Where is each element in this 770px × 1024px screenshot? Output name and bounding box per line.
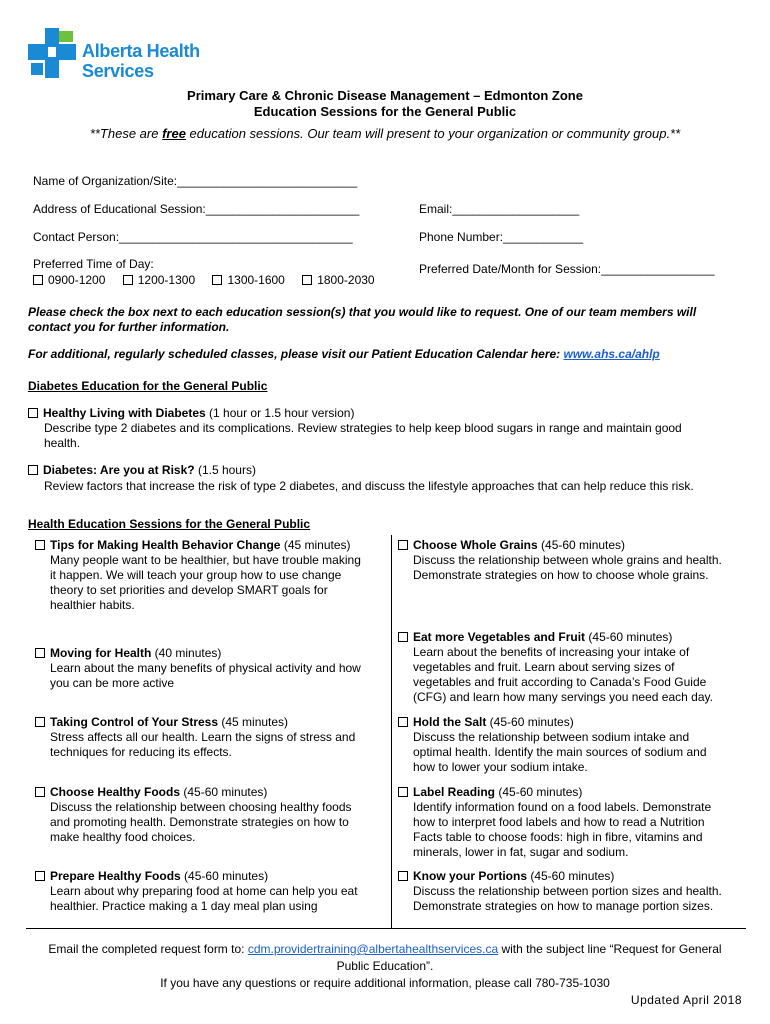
- left-session-5[interactable]: Prepare Healthy Foods (45-60 minutes): [35, 869, 268, 883]
- right-session-1[interactable]: Choose Whole Grains (45-60 minutes): [398, 538, 625, 552]
- time-option-3[interactable]: 1300-1600: [212, 273, 284, 287]
- time-option-2[interactable]: 1200-1300: [123, 273, 195, 287]
- right-session-4-desc: Facts table to choose foods: high in fibre, vitamins and: [413, 830, 703, 844]
- diabetes-item-1[interactable]: Healthy Living with Diabetes (1 hour or 1.5 hour version): [28, 406, 354, 420]
- right-session-1-desc: Demonstrate strategies on how to choose whole grains.: [413, 568, 709, 582]
- right-session-5-desc: Demonstrate strategies on how to manage portion sizes.: [413, 899, 714, 913]
- footer-questions: If you have any questions or require additional information, please call 780-735-1030: [160, 976, 610, 990]
- column-divider: [391, 535, 392, 928]
- page-title: Primary Care & Chronic Disease Management – Edmonton Zone: [187, 88, 583, 103]
- right-session-5-desc: Discuss the relationship between portion sizes and health.: [413, 884, 722, 898]
- footer-divider: [26, 928, 746, 929]
- instructions-line-1: Please check the box next to each education session(s) that you would like to request. One of our team members will: [28, 305, 697, 319]
- diabetes-item-1-desc: Describe type 2 diabetes and its complications. Review strategies to help keep blood sugars in range and maintain good: [44, 421, 682, 435]
- checkbox[interactable]: [398, 540, 408, 550]
- checkbox[interactable]: [212, 275, 222, 285]
- right-session-3-desc: optimal health. Identify the main sources of sodium and: [413, 745, 707, 759]
- free-word: free: [162, 126, 186, 141]
- email-field[interactable]: Email:___________________: [419, 202, 580, 216]
- right-session-3-desc: how to lower your sodium intake.: [413, 760, 588, 774]
- left-session-5-desc: healthier. Practice making a 1 day meal plan using: [50, 899, 318, 913]
- left-session-4[interactable]: Choose Healthy Foods (45-60 minutes): [35, 785, 267, 799]
- checkbox[interactable]: [35, 871, 45, 881]
- logo-line-2: Services: [82, 61, 154, 81]
- calendar-link[interactable]: www.ahs.ca/ahlp: [563, 347, 660, 361]
- checkbox[interactable]: [33, 275, 43, 285]
- left-session-1[interactable]: Tips for Making Health Behavior Change (45 minutes): [35, 538, 351, 552]
- left-session-3-desc: Stress affects all our health. Learn the signs of stress and: [50, 730, 356, 744]
- checkbox[interactable]: [123, 275, 133, 285]
- updated-date: Updated April 2018: [630, 993, 742, 1007]
- right-session-1-desc: Discuss the relationship between whole grains and health.: [413, 553, 722, 567]
- time-options: [33, 273, 375, 287]
- footer-email-line-2: Public Education”.: [336, 959, 434, 973]
- left-session-2[interactable]: Moving for Health (40 minutes): [35, 646, 221, 660]
- contact-person-field[interactable]: Contact Person:___________________________________: [33, 230, 353, 244]
- checkbox[interactable]: [398, 632, 408, 642]
- diabetes-item-2[interactable]: Diabetes: Are you at Risk? (1.5 hours): [28, 463, 256, 477]
- checkbox[interactable]: [398, 871, 408, 881]
- left-session-1-desc: Many people want to be healthier, but have trouble making: [50, 553, 361, 567]
- footer-email-line: Email the completed request form to: cdm.providertraining@albertahealthservices.ca with the subject line “Request for General: [48, 942, 722, 956]
- checkbox[interactable]: [302, 275, 312, 285]
- right-session-3[interactable]: Hold the Salt (45-60 minutes): [398, 715, 574, 729]
- preferred-date-field[interactable]: Preferred Date/Month for Session:_________________: [419, 262, 715, 276]
- right-session-3-desc: Discuss the relationship between sodium intake and: [413, 730, 690, 744]
- left-session-1-desc: theory to set priorities and develop SMART goals for: [50, 583, 328, 597]
- left-session-5-desc: Learn about why preparing food at home can help you eat: [50, 884, 358, 898]
- left-session-1-desc: healthier habits.: [50, 598, 135, 612]
- right-session-2-desc: vegetables and fruit. Learn about serving sizes of: [413, 660, 675, 674]
- health-section-heading: Health Education Sessions for the General Public: [28, 517, 311, 531]
- checkbox[interactable]: [28, 408, 38, 418]
- diabetes-item-2-desc: Review factors that increase the risk of type 2 diabetes, and discuss the lifestyle approaches that can help reduce this risk.: [44, 479, 694, 493]
- right-session-2[interactable]: Eat more Vegetables and Fruit (45-60 minutes): [398, 630, 672, 644]
- calendar-note: For additional, regularly scheduled classes, please visit our Patient Education Calendar here: www.ahs.ca/ahlp: [28, 347, 660, 361]
- checkbox[interactable]: [398, 787, 408, 797]
- ahs-logo: [28, 28, 203, 80]
- left-session-4-desc: and promoting health. Demonstrate strategies on how to: [50, 815, 349, 829]
- right-session-5[interactable]: Know your Portions (45-60 minutes): [398, 869, 614, 883]
- checkbox[interactable]: [35, 648, 45, 658]
- right-session-4-desc: Identify information found on a food labels. Demonstrate: [413, 800, 712, 814]
- left-session-3[interactable]: Taking Control of Your Stress (45 minutes): [35, 715, 288, 729]
- right-session-4-desc: minerals, lower in fat, sugar and sodium.: [413, 845, 629, 859]
- right-session-2-desc: (CFG) and learn how many servings you need each day.: [413, 690, 713, 704]
- left-session-4-desc: make healthy food choices.: [50, 830, 196, 844]
- page-subtitle: Education Sessions for the General Public: [253, 104, 517, 119]
- email-link[interactable]: cdm.providertraining@albertahealthservices.ca: [247, 942, 499, 956]
- instructions-line-2: contact you for further information.: [28, 320, 230, 334]
- diabetes-section-heading: Diabetes Education for the General Public: [28, 379, 268, 393]
- checkbox[interactable]: [35, 787, 45, 797]
- left-session-2-desc: you can be more active: [50, 676, 175, 690]
- left-session-3-desc: techniques for reducing its effects.: [50, 745, 232, 759]
- address-field[interactable]: Address of Educational Session:_______________________: [33, 202, 360, 216]
- ahs-logo-mark: [28, 28, 76, 78]
- left-session-2-desc: Learn about the many benefits of physical activity and how: [50, 661, 361, 675]
- right-session-2-desc: Learn about the benefits of increasing your intake of: [413, 645, 690, 659]
- right-session-4[interactable]: Label Reading (45-60 minutes): [398, 785, 582, 799]
- organization-field[interactable]: Name of Organization/Site:___________________________: [33, 174, 358, 188]
- checkbox[interactable]: [28, 465, 38, 475]
- time-option-1[interactable]: 0900-1200: [33, 273, 105, 287]
- logo-line-1: Alberta Health: [82, 41, 200, 61]
- diabetes-item-1-desc-2: health.: [44, 436, 81, 450]
- phone-field[interactable]: Phone Number:____________: [419, 230, 584, 244]
- preferred-time-label: Preferred Time of Day:: [33, 257, 154, 271]
- right-session-2-desc: vegetables and fruit according to Canada’s Food Guide: [413, 675, 707, 689]
- time-option-4[interactable]: 1800-2030: [302, 273, 374, 287]
- left-session-1-desc: it happen. We will teach your group how to use change: [50, 568, 342, 582]
- checkbox[interactable]: [35, 540, 45, 550]
- checkbox[interactable]: [35, 717, 45, 727]
- right-session-4-desc: how to interpret food labels and how to read a Nutrition: [413, 815, 705, 829]
- free-sessions-note: **These are free education sessions. Our team will present to your organization or community group.**: [89, 126, 681, 141]
- checkbox[interactable]: [398, 717, 408, 727]
- left-session-4-desc: Discuss the relationship between choosing healthy foods: [50, 800, 352, 814]
